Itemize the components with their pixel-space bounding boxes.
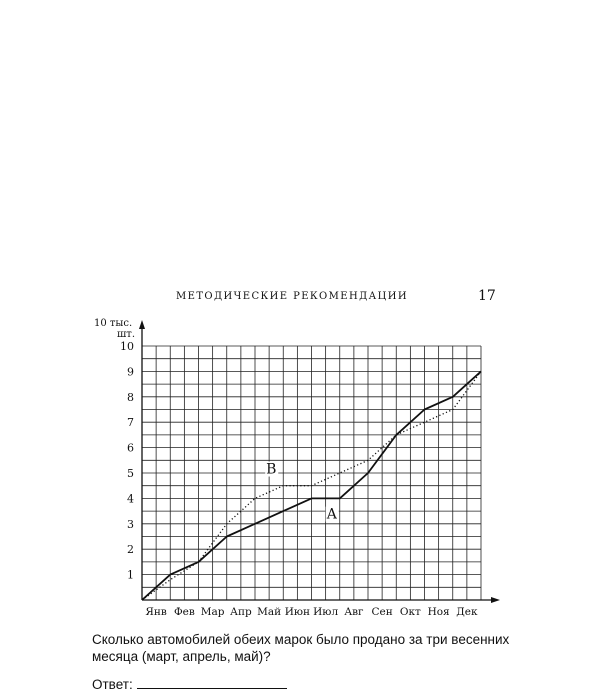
x-tick-label: Май: [257, 606, 282, 618]
x-tick-label: Фев: [173, 606, 195, 618]
y-tick-label: 8: [127, 390, 134, 404]
answer-line: [92, 677, 287, 692]
chart-labels: [94, 318, 478, 618]
y-tick-label: 7: [127, 416, 134, 430]
chart-grid: [142, 346, 481, 600]
y-tick-label: 5: [127, 467, 134, 480]
y-tick-label: 10: [120, 340, 134, 353]
answer-blank[interactable]: [137, 677, 287, 689]
y-tick-label: 3: [127, 517, 134, 531]
y-axis-label-line1: 10 тыс.: [94, 318, 133, 329]
page-number: 17: [478, 288, 496, 304]
answer-label: Ответ:: [92, 677, 133, 692]
y-tick-label: 6: [127, 441, 134, 455]
x-tick-label: Дек: [456, 606, 478, 618]
x-tick-label: Июн: [284, 606, 311, 618]
chart-axes: [139, 320, 500, 603]
y-axis-label-line2: шт.: [117, 329, 136, 340]
x-tick-label: Окт: [399, 606, 421, 618]
x-tick-label: Июл: [313, 606, 339, 618]
y-tick-label: 1: [127, 568, 134, 582]
y-tick-label: 4: [127, 492, 134, 506]
series-label-A: A: [326, 506, 337, 523]
y-axis-arrow: [139, 320, 145, 329]
y-tick-label: 9: [127, 365, 134, 379]
x-tick-label: Авг: [344, 606, 364, 618]
x-tick-label: Сен: [371, 606, 393, 618]
x-tick-label: Ноя: [427, 606, 450, 618]
running-header: МЕТОДИЧЕСКИЕ РЕКОМЕНДАЦИИ: [176, 291, 408, 302]
series-label-B: B: [266, 461, 277, 478]
x-tick-label: Мар: [200, 606, 225, 618]
x-tick-label: Апр: [230, 606, 252, 618]
y-tick-label: 2: [127, 543, 134, 557]
x-axis-arrow: [491, 597, 500, 603]
x-tick-label: Янв: [145, 606, 167, 618]
question-text: Сколько автомобилей обеих марок было продано за три весенних месяца (март, апрель, май)?: [92, 632, 510, 664]
